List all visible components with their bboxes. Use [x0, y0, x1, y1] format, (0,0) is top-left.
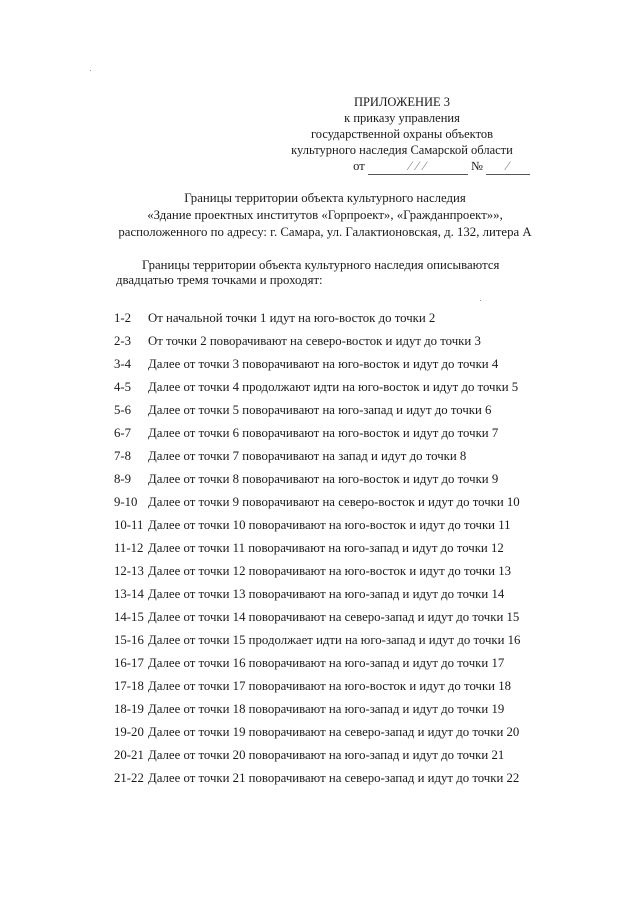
- segment-description: Далее от точки 14 поворачивают на северо-запад и идут до точки 15: [148, 610, 520, 624]
- segment-code: 13-14: [114, 587, 144, 601]
- document-heading: [90, 190, 560, 241]
- segment-code: 1-2: [114, 311, 132, 325]
- segment-description: Далее от точки 12 поворачивают на юго-восток и идут до точки 13: [148, 564, 512, 578]
- segment-row: [114, 678, 554, 701]
- scan-speck: [90, 70, 91, 71]
- segment-row: [114, 724, 554, 747]
- segment-description: От точки 2 поворачивают на северо-восток и идут до точки 3: [148, 334, 481, 348]
- segment-description: Далее от точки 6 поворачивают на юго-восток и идут до точки 7: [148, 426, 499, 440]
- segment-row: [114, 655, 554, 678]
- appendix-line-1: к приказу управления: [344, 111, 460, 125]
- segment-code: 6-7: [114, 426, 132, 440]
- segment-code: 20-21: [114, 748, 144, 762]
- segment-code: 4-5: [114, 380, 132, 394]
- segment-description: Далее от точки 17 поворачивают на юго-восток и идут до точки 18: [148, 679, 512, 693]
- appendix-title: ПРИЛОЖЕНИЕ 3: [353, 95, 451, 109]
- scan-speck: [480, 300, 481, 301]
- segment-code: 7-8: [114, 449, 132, 463]
- boundary-segments-list: [114, 310, 554, 793]
- segment-code: 14-15: [114, 610, 144, 624]
- segment-row: [114, 540, 554, 563]
- date-prefix: от: [353, 159, 365, 173]
- segment-code: 10-11: [114, 518, 144, 532]
- segment-code: 8-9: [114, 472, 132, 486]
- segment-row: [114, 471, 554, 494]
- appendix-date-line: [272, 158, 532, 175]
- handwritten-date-field: ⁄ ⁄ ⁄: [368, 158, 468, 175]
- segment-description: Далее от точки 5 поворачивают на юго-запад и идут до точки 6: [148, 403, 492, 417]
- appendix-line-2: государственной охраны объектов: [310, 127, 494, 141]
- segment-description: Далее от точки 8 поворачивают на юго-восток и идут до точки 9: [148, 472, 499, 486]
- segment-description: Далее от точки 9 поворачивают на северо-восток и идут до точки 10: [148, 495, 520, 509]
- segment-description: Далее от точки 21 поворачивают на северо-запад и идут до точки 22: [148, 771, 520, 785]
- intro-line-1: Границы территории объекта культурного наследия описываются: [142, 258, 500, 272]
- segment-row: [114, 701, 554, 724]
- segment-row: [114, 494, 554, 517]
- heading-line-1: Границы территории объекта культурного наследия: [184, 191, 466, 205]
- appendix-header: [272, 94, 532, 175]
- heading-line-2: «Здание проектных институтов «Горпроект», «Гражданпроект»»,: [147, 208, 503, 222]
- segment-description: Далее от точки 3 поворачивают на юго-восток и идут до точки 4: [148, 357, 499, 371]
- segment-code: 5-6: [114, 403, 132, 417]
- segment-code: 3-4: [114, 357, 132, 371]
- intro-line-2: двадцатью тремя точками и проходят:: [116, 273, 323, 287]
- segment-row: [114, 747, 554, 770]
- segment-row: [114, 563, 554, 586]
- heading-line-3: расположенного по адресу: г. Самара, ул. Галактионовская, д. 132, литера А: [118, 225, 532, 239]
- segment-row: [114, 356, 554, 379]
- segment-code: 2-3: [114, 334, 132, 348]
- segment-description: От начальной точки 1 идут на юго-восток до точки 2: [148, 311, 436, 325]
- segment-row: [114, 632, 554, 655]
- segment-code: 21-22: [114, 771, 144, 785]
- segment-description: Далее от точки 20 поворачивают на юго-запад и идут до точки 21: [148, 748, 505, 762]
- segment-row: [114, 448, 554, 471]
- segment-row: [114, 517, 554, 540]
- handwritten-number-field: ⁄: [486, 158, 530, 175]
- segment-row: [114, 770, 554, 793]
- segment-code: 15-16: [114, 633, 144, 647]
- segment-description: Далее от точки 11 поворачивают на юго-запад и идут до точки 12: [148, 541, 504, 555]
- segment-code: 19-20: [114, 725, 144, 739]
- segment-row: [114, 402, 554, 425]
- segment-description: Далее от точки 10 поворачивают на юго-восток и идут до точки 11: [148, 518, 511, 532]
- intro-paragraph: [116, 258, 546, 288]
- segment-row: [114, 425, 554, 448]
- segment-description: Далее от точки 19 поворачивают на северо-запад и идут до точки 20: [148, 725, 520, 739]
- segment-code: 9-10: [114, 495, 138, 509]
- segment-description: Далее от точки 13 поворачивают на юго-запад и идут до точки 14: [148, 587, 505, 601]
- segment-row: [114, 586, 554, 609]
- segment-row: [114, 379, 554, 402]
- segment-code: 17-18: [114, 679, 144, 693]
- segment-code: 12-13: [114, 564, 144, 578]
- segment-row: [114, 310, 554, 333]
- appendix-line-3: культурного наследия Самарской области: [291, 143, 513, 157]
- segment-description: Далее от точки 15 продолжает идти на юго-запад и идут до точки 16: [148, 633, 521, 647]
- segment-row: [114, 333, 554, 356]
- segment-description: Далее от точки 18 поворачивают на юго-запад и идут до точки 19: [148, 702, 505, 716]
- segment-code: 18-19: [114, 702, 144, 716]
- segment-code: 16-17: [114, 656, 144, 670]
- number-prefix: №: [470, 159, 483, 173]
- segment-row: [114, 609, 554, 632]
- segment-description: Далее от точки 7 поворачивают на запад и идут до точки 8: [148, 449, 467, 463]
- segment-description: Далее от точки 16 поворачивают на юго-запад и идут до точки 17: [148, 656, 505, 670]
- segment-code: 11-12: [114, 541, 144, 555]
- segment-description: Далее от точки 4 продолжают идти на юго-восток и идут до точки 5: [148, 380, 519, 394]
